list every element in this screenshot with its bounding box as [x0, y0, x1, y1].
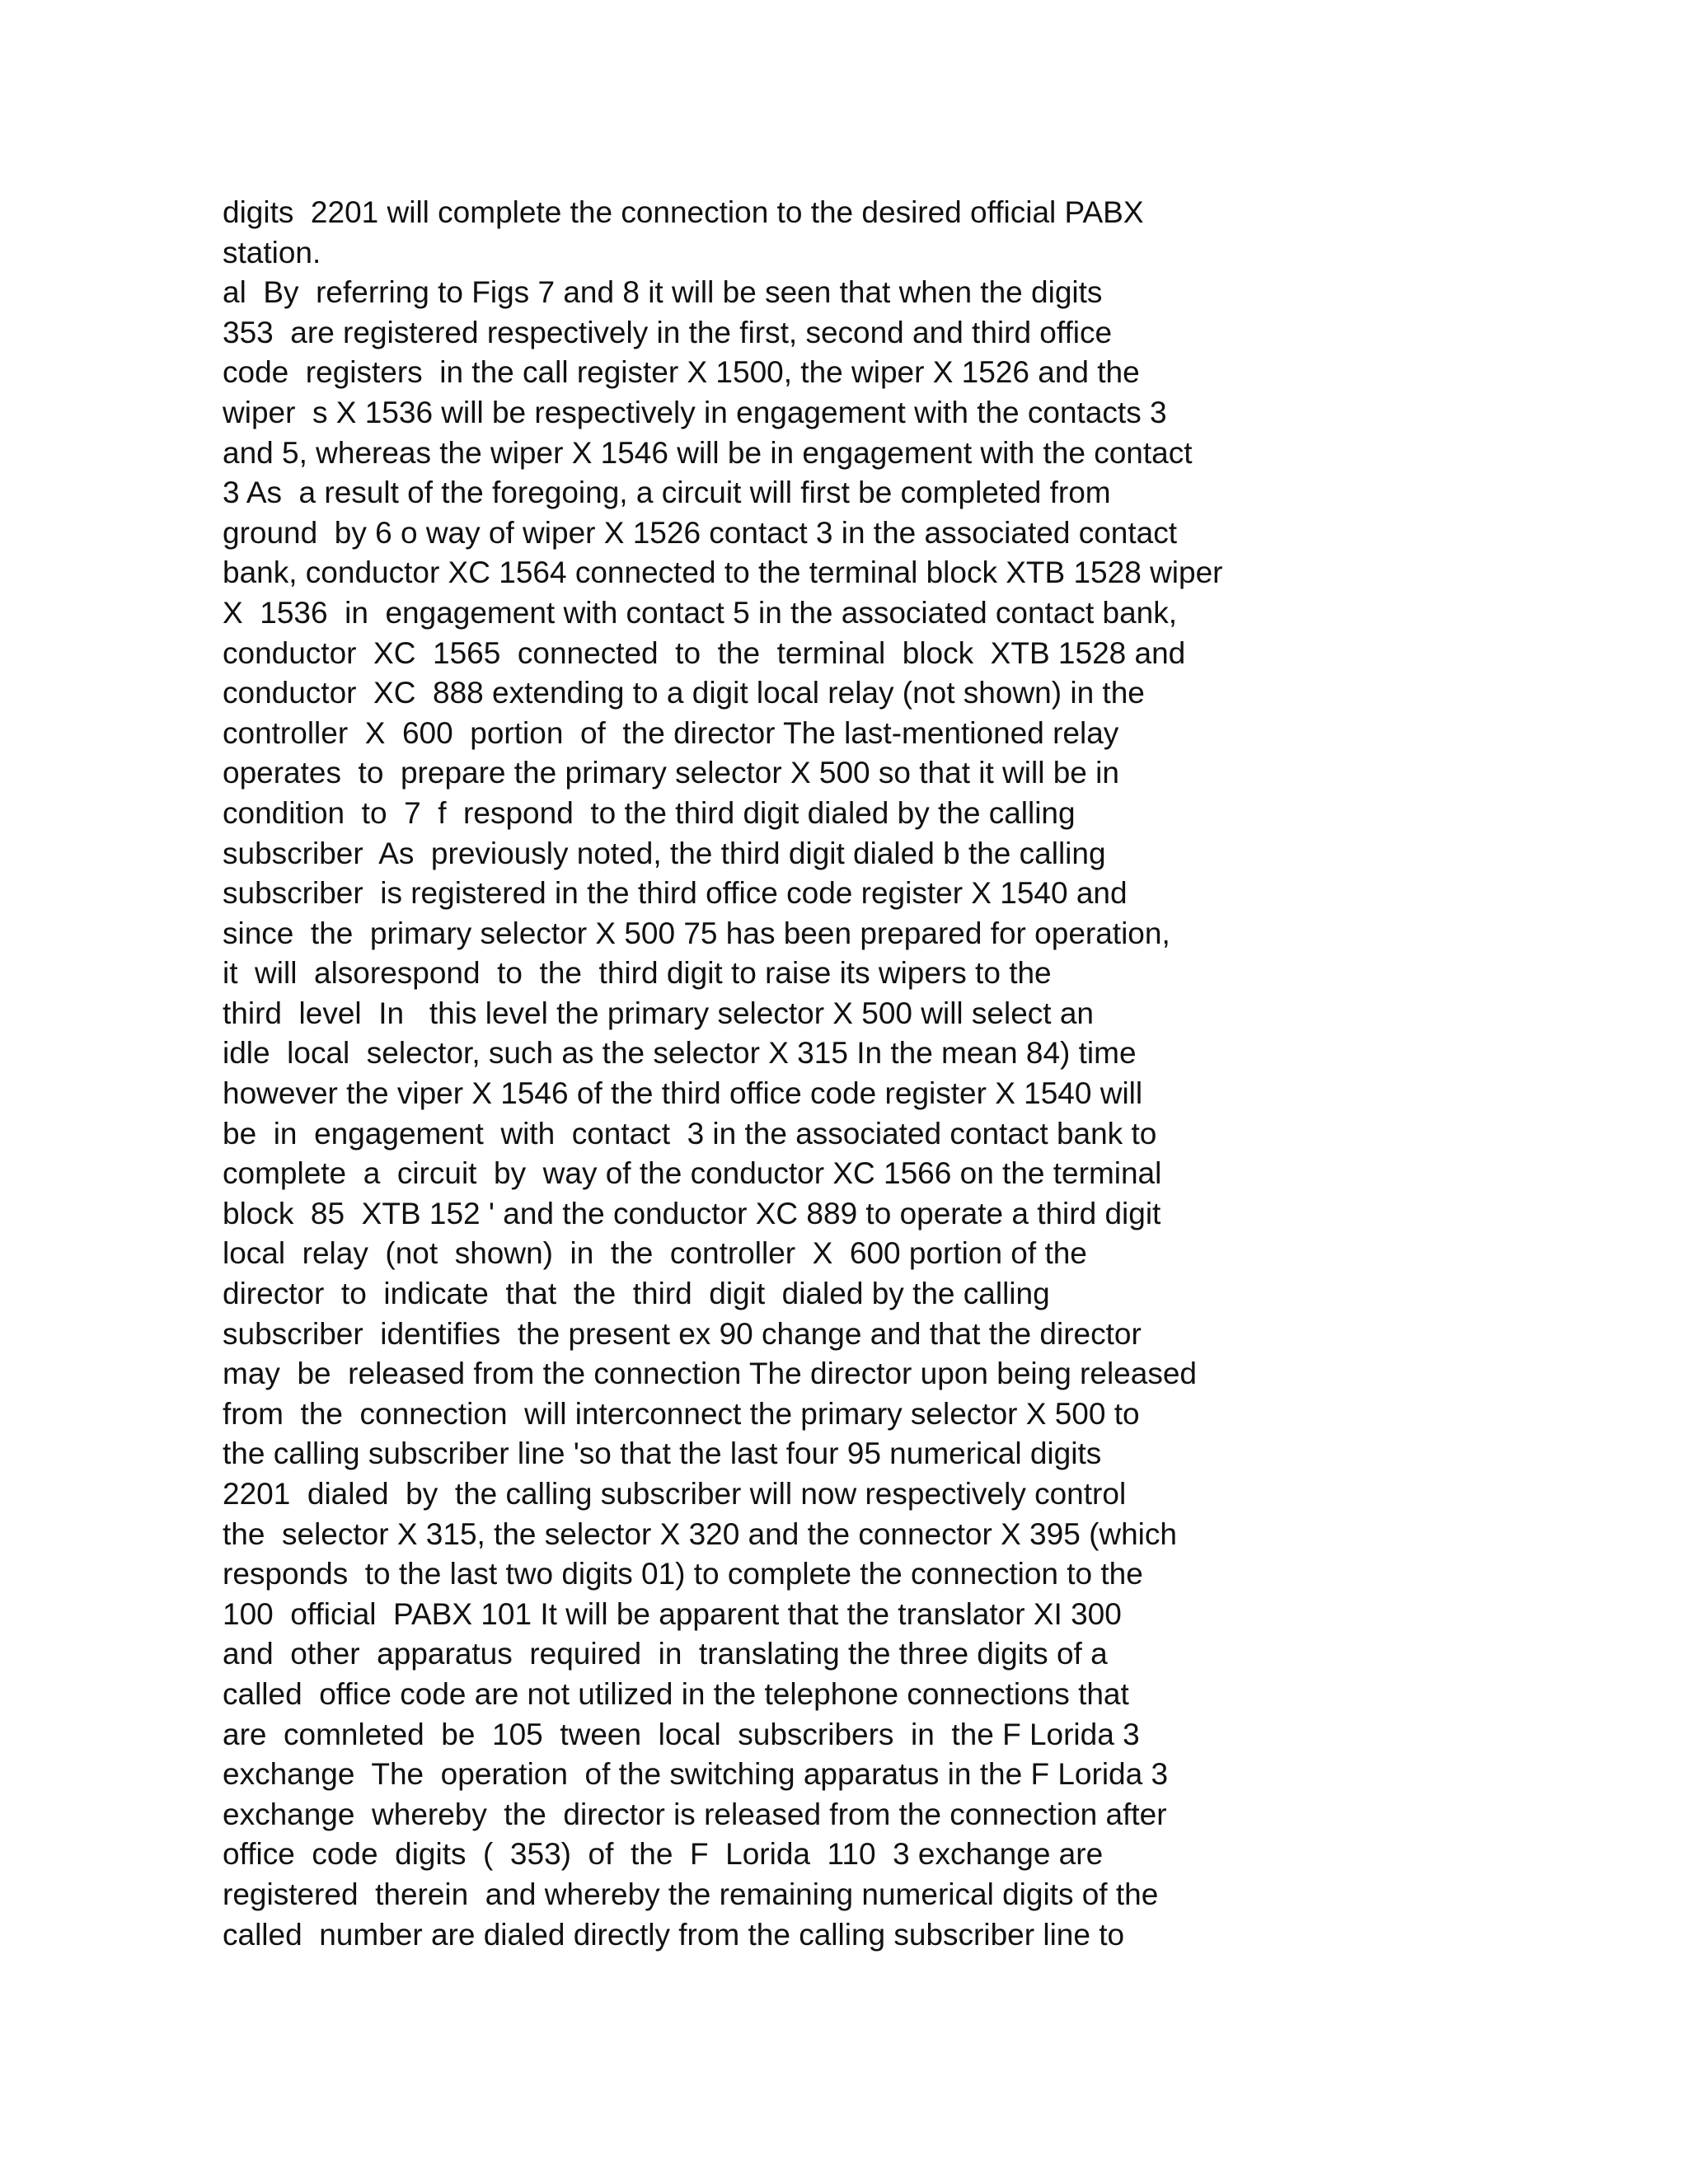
- text-line: are comnleted be 105 tween local subscribers in the F Lorida 3: [223, 1717, 1140, 1751]
- text-line: 3 As a result of the foregoing, a circuit will first be completed from: [223, 476, 1111, 510]
- text-line: and 5, whereas the wiper X 1546 will be in engagement with the contact: [223, 435, 1193, 470]
- text-line: conductor XC 888 extending to a digit local relay (not shown) in the: [223, 676, 1145, 710]
- text-line: called number are dialed directly from the calling subscriber line to: [223, 1917, 1125, 1952]
- text-line: bank, conductor XC 1564 connected to the terminal block XTB 1528 wiper: [223, 555, 1223, 590]
- text-line: idle local selector, such as the selector X 315 In the mean 84) time: [223, 1036, 1137, 1071]
- text-line: ground by 6 o way of wiper X 1526 contact 3 in the associated contact: [223, 515, 1177, 550]
- text-line: be in engagement with contact 3 in the associated contact bank to: [223, 1116, 1157, 1151]
- text-line: director to indicate that the third digit dialed by the calling: [223, 1277, 1050, 1311]
- text-line: since the primary selector X 500 75 has been prepared for operation,: [223, 916, 1170, 950]
- text-line: subscriber As previously noted, the third digit dialed b the calling: [223, 836, 1106, 870]
- text-line: local relay (not shown) in the controller X 600 portion of the: [223, 1236, 1087, 1271]
- text-line: complete a circuit by way of the conductor XC 1566 on the terminal: [223, 1156, 1162, 1191]
- text-line: X 1536 in engagement with contact 5 in the associated contact bank,: [223, 595, 1178, 630]
- text-line: registered therein and whereby the remaining numerical digits of the: [223, 1877, 1159, 1911]
- text-line: block 85 XTB 152 ' and the conductor XC 889 to operate a third digit: [223, 1196, 1161, 1230]
- text-line: responds to the last two digits 01) to complete the connection to the: [223, 1557, 1143, 1591]
- text-line: office code digits ( 353) of the F Lorida 110 3 exchange are: [223, 1837, 1104, 1872]
- text-line: controller X 600 portion of the director The last-mentioned relay: [223, 715, 1119, 750]
- text-line: 353 are registered respectively in the first, second and third office: [223, 315, 1113, 349]
- text-line: subscriber is registered in the third office code register X 1540 and: [223, 876, 1128, 911]
- text-line: 2201 dialed by the calling subscriber will now respectively control: [223, 1477, 1127, 1511]
- text-line: the selector X 315, the selector X 320 and the connector X 395 (which: [223, 1516, 1177, 1551]
- text-line: called office code are not utilized in the telephone connections that: [223, 1676, 1129, 1711]
- text-line: conductor XC 1565 connected to the terminal block XTB 1528 and: [223, 635, 1186, 670]
- text-line: third level In this level the primary selector X 500 will select an: [223, 996, 1095, 1030]
- text-line: from the connection will interconnect the primary selector X 500 to: [223, 1396, 1140, 1431]
- text-line: wiper s X 1536 will be respectively in engagement with the contacts 3: [223, 395, 1167, 429]
- body-text: [223, 193, 1657, 1955]
- text-line: code registers in the call register X 1500, the wiper X 1526 and the: [223, 355, 1140, 390]
- text-line: exchange whereby the director is released from the connection after: [223, 1797, 1167, 1831]
- text-line: and other apparatus required in translating the three digits of a: [223, 1637, 1108, 1671]
- text-line: condition to 7 f respond to the third digit dialed by the calling: [223, 795, 1076, 830]
- text-line: digits 2201 will complete the connection to the desired official PABX: [223, 195, 1144, 229]
- text-line: the calling subscriber line 'so that the last four 95 numerical digits: [223, 1436, 1102, 1471]
- text-line: operates to prepare the primary selector X 500 so that it will be in: [223, 756, 1119, 790]
- text-line: al By referring to Figs 7 and 8 it will be seen that when the digits: [223, 275, 1103, 310]
- text-line: 100 official PABX 101 It will be apparent that the translator XI 300: [223, 1596, 1122, 1631]
- text-line: exchange The operation of the switching apparatus in the F Lorida 3: [223, 1757, 1169, 1792]
- text-line: subscriber identifies the present ex 90 change and that the director: [223, 1316, 1142, 1351]
- text-line: however the viper X 1546 of the third office code register X 1540 will: [223, 1076, 1143, 1111]
- text-line: may be released from the connection The director upon being released: [223, 1357, 1197, 1391]
- text-line: it will alsorespond to the third digit to raise its wipers to the: [223, 956, 1052, 991]
- text-line: station.: [223, 235, 321, 269]
